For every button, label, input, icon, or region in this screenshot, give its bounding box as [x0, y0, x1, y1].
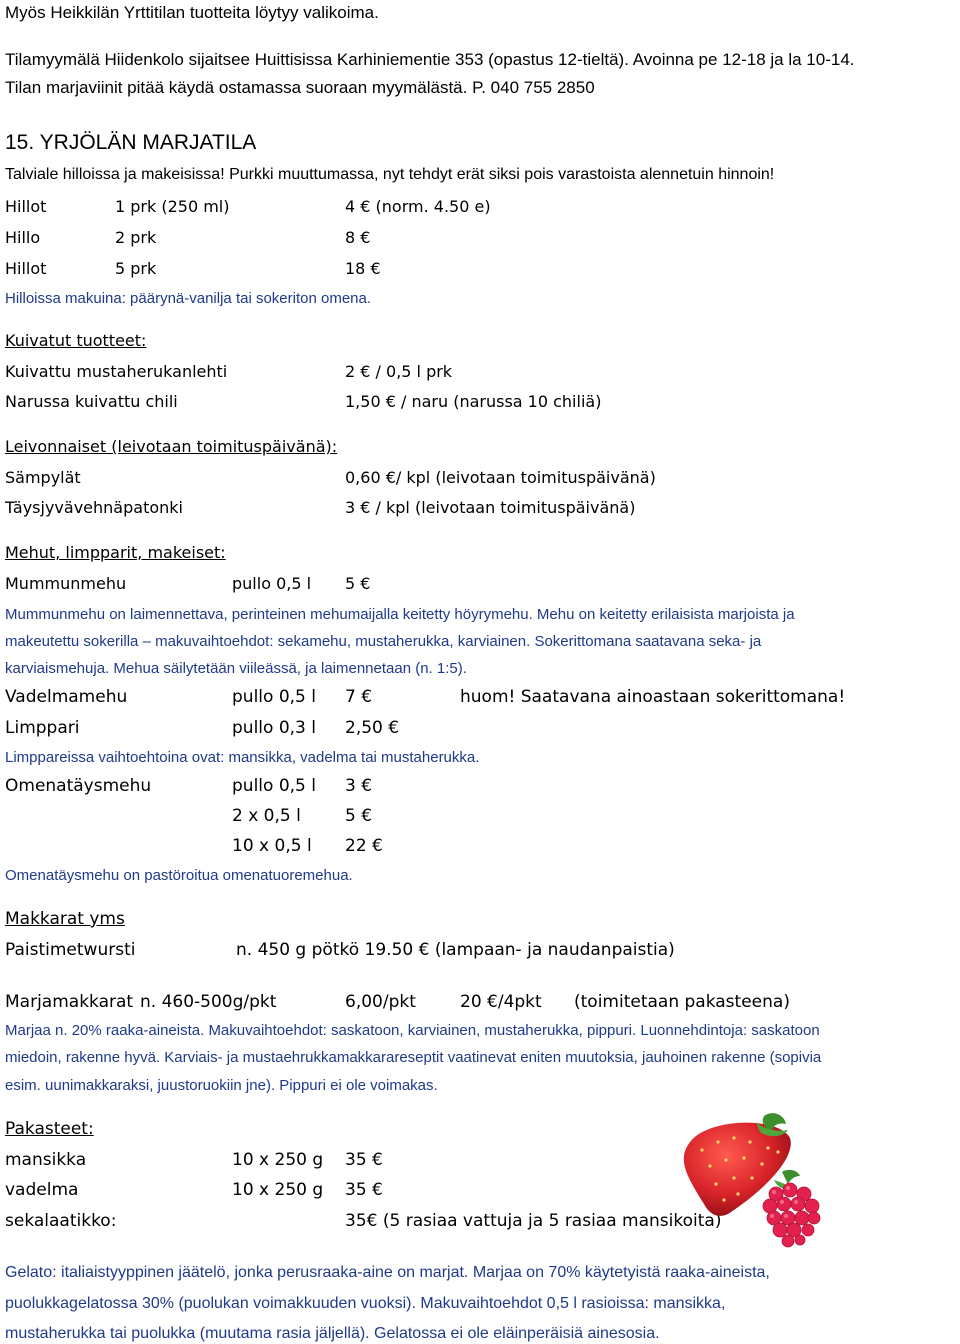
gelato-line-2: puolukkagelatossa 30% (puolukan voimakkuuden vuoksi). Makuvaihtoehdot 0,5 l rasioissa: mansikka, [5, 1295, 726, 1312]
intro-heading: Myös Heikkilän Yrttitilan tuotteita löytyy valikoima. [5, 3, 379, 22]
intro-line-2: Tilan marjaviinit pitää käydä ostamassa suoraan myymälästä. P. 040 755 2850 [5, 78, 595, 97]
paistimetwursti-name: Paistimetwursti [5, 940, 136, 960]
kuivatut-row-2-name: Narussa kuivattu chili [5, 392, 178, 411]
pakasteet-row-3-price: 35€ (5 rasiaa vattuja ja 5 rasiaa mansikoita) [345, 1211, 722, 1231]
mehut-heading: Mehut, limpparit, makeiset: [5, 543, 226, 562]
hillot-row-1-qty: 1 prk (250 ml) [115, 197, 230, 216]
hillot-row-2-price: 8 € [345, 228, 371, 247]
paistimetwursti-desc: n. 450 g pötkö 19.50 € (lampaan- ja naudanpaistia) [236, 940, 675, 960]
intro-line-1: Tilamyymälä Hiidenkolo sijaitsee Huittisissa Karhiniementie 353 (opastus 12-tieltä). Avoinna pe 12-18 ja la 10-14. [5, 50, 855, 69]
leivonnaiset-row-1-price: 0,60 €/ kpl (leivotaan toimituspäivänä) [345, 468, 656, 487]
mummunmehu-note-3: karviaismehuja. Mehua säilytetään viileässä, ja laimennetaan (n. 1:5). [5, 660, 467, 677]
limppari-note: Limppareissa vaihtoehtoina ovat: mansikka, vadelma tai mustaherukka. [5, 749, 480, 766]
hillot-row-3-qty: 5 prk [115, 259, 157, 278]
omenatäysmehu-name: Omenatäysmehu [5, 776, 152, 796]
hillot-note: Hilloissa makuina: päärynä-vanilja tai sokeriton omena. [5, 290, 372, 307]
talviale-text: Talviale hilloissa ja makeisissa! Purkki muuttumassa, nyt tehdyt erät siksi pois varastoista alennetuin hinnoin! [5, 166, 775, 183]
omenatäysmehu-price-3: 22 € [345, 836, 383, 856]
pakasteet-row-2-price: 35 € [345, 1180, 383, 1200]
mummunmehu-note-1: Mummunmehu on laimennettava, perinteinen mehumaijalla keitetty höyrymehu. Mehu on keitetty erilaisista marjoista ja [5, 606, 795, 623]
vadelmamehu-price: 7 € [345, 687, 373, 707]
omenatäysmehu-price: 3 € [345, 776, 373, 796]
hillot-row-2-name: Hillo [5, 228, 41, 247]
omenatäysmehu-size-3: 10 x 0,5 l [232, 836, 312, 856]
kuivatut-row-1-price: 2 € / 0,5 l prk [345, 362, 453, 381]
hillot-row-1-name: Hillot [5, 197, 47, 216]
marjamakkarat-price-2: 20 €/4pkt [460, 992, 542, 1012]
leivonnaiset-heading: Leivonnaiset (leivotaan toimituspäivänä): [5, 437, 338, 456]
pakasteet-row-2-name: vadelma [5, 1180, 79, 1200]
mummunmehu-note-2: makeutettu sokerilla – makuvaihtoehdot: sekamehu, mustaherukka, karviainen. Sokerittomana saatavana seka- ja [5, 633, 762, 650]
kuivatut-row-1-name: Kuivattu mustaherukanlehti [5, 362, 228, 381]
vadelmamehu-size: pullo 0,5 l [232, 687, 316, 707]
pakasteet-row-3-name: sekalaatikko: [5, 1211, 117, 1231]
makkarat-note-1: Marjaa n. 20% raaka-aineista. Makuvaihtoehdot: saskatoon, karviainen, mustaherukka, pippuri. Luonnehdintoja: saskatoon [5, 1022, 820, 1039]
leivonnaiset-row-1-name: Sämpylät [5, 468, 81, 487]
section-title: 15. YRJÖLÄN MARJATILA [5, 131, 257, 154]
omenatäysmehu-price-2: 5 € [345, 806, 373, 826]
mummunmehu-size: pullo 0,5 l [232, 574, 312, 593]
gelato-line-3: mustaherukka tai puolukka (muutama rasia jäljellä). Gelatossa ei ole eläinperäisiä ainesosia. [5, 1325, 660, 1342]
vadelmamehu-name: Vadelmamehu [5, 687, 128, 707]
pakasteet-row-1-qty: 10 x 250 g [232, 1150, 324, 1170]
hillot-row-3-name: Hillot [5, 259, 47, 278]
vadelmamehu-note: huom! Saatavana ainoastaan sokerittomana! [460, 687, 846, 707]
leivonnaiset-row-2-name: Täysjyvävehnäpatonki [5, 498, 183, 517]
marjamakkarat-weight: n. 460-500g/pkt [140, 992, 277, 1012]
omenatäysmehu-size: pullo 0,5 l [232, 776, 316, 796]
omenatäysmehu-note: Omenatäysmehu on pastöroitua omenatuoremehua. [5, 867, 353, 884]
leivonnaiset-row-2-price: 3 € / kpl (leivotaan toimituspäivänä) [345, 498, 636, 517]
hillot-row-2-qty: 2 prk [115, 228, 157, 247]
makkarat-note-3: esim. uunimakkaraksi, juustoruokiin jne). Pippuri ei ole voimakas. [5, 1077, 438, 1094]
limppari-price: 2,50 € [345, 718, 400, 738]
kuivatut-heading: Kuivatut tuotteet: [5, 331, 147, 350]
hillot-row-1-price: 4 € (norm. 4.50 e) [345, 197, 491, 216]
marjamakkarat-note: (toimitetaan pakasteena) [574, 992, 790, 1012]
omenatäysmehu-size-2: 2 x 0,5 l [232, 806, 301, 826]
pakasteet-row-2-qty: 10 x 250 g [232, 1180, 324, 1200]
raspberry-image [752, 1168, 828, 1250]
hillot-row-3-price: 18 € [345, 259, 381, 278]
mummunmehu-price: 5 € [345, 574, 371, 593]
gelato-line-1: Gelato: italiaistyyppinen jäätelö, jonka perusraaka-aine on marjat. Marjaa on 70% käytetyistä raaka-aineista, [5, 1264, 770, 1281]
makkarat-note-2: miedoin, rakenne hyvä. Karviais- ja mustaehrukkamakkarareseptit vaatinevat eniten muutoksia, jauhoinen rakenne (sopivia [5, 1049, 822, 1066]
limppari-name: Limppari [5, 718, 80, 738]
kuivatut-row-2-price: 1,50 € / naru (narussa 10 chiliä) [345, 392, 602, 411]
pakasteet-row-1-name: mansikka [5, 1150, 87, 1170]
marjamakkarat-price-1: 6,00/pkt [345, 992, 416, 1012]
marjamakkarat-name: Marjamakkarat [5, 992, 134, 1012]
pakasteet-row-1-price: 35 € [345, 1150, 383, 1170]
limppari-size: pullo 0,3 l [232, 718, 316, 738]
makkarat-heading: Makkarat yms [5, 909, 125, 929]
mummunmehu-name: Mummunmehu [5, 574, 127, 593]
pakasteet-heading: Pakasteet: [5, 1119, 94, 1139]
